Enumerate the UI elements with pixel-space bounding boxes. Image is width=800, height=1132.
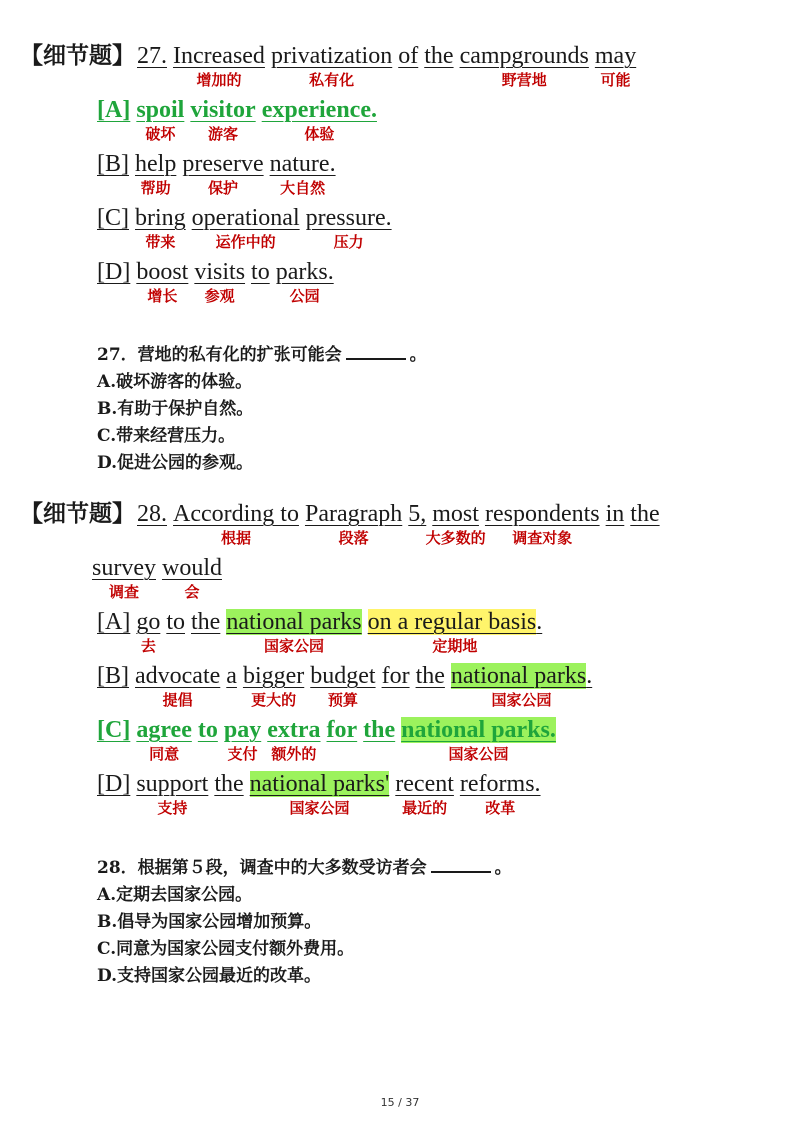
word-text: national parks (450, 663, 587, 689)
gloss-label: 参观 (204, 287, 235, 305)
word (97, 150, 129, 178)
gloss-label: 调查对象 (512, 529, 573, 547)
word-text: According to (173, 501, 299, 527)
gloss-label: 公园 (289, 287, 320, 305)
q28-cn-option-c: C.同意为国家公园支付额外费用。 (97, 939, 355, 959)
word-text: visitor (190, 97, 256, 123)
q28-option-a (97, 608, 548, 655)
word (367, 608, 543, 655)
word-text: nature. (269, 151, 336, 177)
q27-option-c (97, 204, 398, 251)
word-text: bigger (242, 663, 305, 689)
word-text: recent (395, 771, 454, 797)
word-text: visits (194, 259, 246, 285)
word-text: would (161, 555, 222, 581)
q28-cn-option-d: D.支持国家公园最近的改革。 (97, 966, 322, 986)
gloss-label: 大多数的 (425, 529, 486, 547)
word (214, 770, 243, 798)
word-text: privatization (270, 43, 393, 69)
word-text: [B] (97, 151, 129, 177)
word-text: 27. (137, 43, 167, 69)
word (166, 608, 185, 636)
word (198, 716, 218, 744)
word-punct: . (536, 609, 543, 635)
word-text: advocate (135, 663, 221, 689)
gloss-label: 段落 (338, 529, 369, 547)
word-text: [D] (97, 259, 131, 285)
word (606, 500, 625, 528)
gloss-label: 压力 (333, 233, 364, 251)
q28-option-c (97, 716, 562, 763)
word-text: [D] (97, 771, 131, 797)
gloss-label: 额外的 (271, 745, 317, 763)
word (304, 500, 403, 547)
word-text: to (166, 609, 185, 635)
gloss-label: 国家公园 (491, 691, 552, 709)
word (173, 500, 299, 547)
gloss-label: 带来 (145, 233, 176, 251)
word (97, 608, 130, 636)
word (269, 150, 336, 197)
q27-cn-question: 27．营地的私有化的扩张可能会 。 (97, 342, 427, 367)
q28-stem-line2 (92, 554, 228, 601)
q28-option-d (97, 770, 547, 817)
word (484, 500, 600, 547)
gloss-label: 破坏 (145, 125, 176, 143)
gloss-label: 同意 (149, 745, 180, 763)
word (97, 770, 130, 798)
gloss-label: 可能 (600, 71, 631, 89)
word-text: the (415, 663, 445, 689)
word-text: Paragraph (304, 501, 403, 527)
word (161, 554, 222, 601)
gloss-label: 预算 (327, 691, 358, 709)
word (408, 500, 426, 528)
word (267, 716, 321, 763)
gloss-label: 帮助 (140, 179, 171, 197)
word-text: reforms. (459, 771, 541, 797)
word (450, 662, 593, 709)
word (135, 204, 186, 251)
word (97, 258, 130, 286)
word-text: 28. (137, 501, 167, 527)
gloss-label: 支付 (227, 745, 258, 763)
word (135, 662, 221, 709)
word-text: 5, (408, 501, 427, 527)
word (382, 662, 410, 690)
word-text: go (136, 609, 161, 635)
word-text: on a regular basis (367, 609, 537, 635)
word (401, 716, 556, 763)
word (97, 204, 129, 232)
q27-cn-option-d: D.促进公园的参观。 (97, 453, 254, 473)
word-text: for (326, 717, 358, 743)
word-text: national parks' (249, 771, 390, 797)
word-text: the (630, 501, 660, 527)
word (136, 258, 189, 305)
word-text: campgrounds (459, 43, 589, 69)
word (190, 96, 256, 143)
gloss-label: 会 (184, 583, 200, 601)
gloss-label: 提倡 (162, 691, 193, 709)
gloss-label: 支持 (157, 799, 188, 817)
gloss-label: 增长 (147, 287, 178, 305)
word (136, 716, 192, 763)
gloss-label: 游客 (208, 125, 239, 143)
q28-cn-option-a: A.定期去国家公园。 (97, 885, 253, 905)
word (194, 258, 246, 305)
word-text: of (398, 43, 419, 69)
gloss-label: 定期地 (432, 637, 478, 655)
gloss-label: 根据 (220, 529, 251, 547)
word (136, 96, 185, 143)
word (310, 662, 376, 709)
word (97, 96, 130, 124)
word-text: pressure. (305, 205, 392, 231)
word (191, 204, 300, 251)
word (135, 150, 177, 197)
word (242, 662, 305, 709)
word-text: parks. (275, 259, 334, 285)
word (137, 42, 167, 70)
word-text: [C] (97, 205, 129, 231)
q27-cn-option-b: B.有助于保护自然。 (97, 399, 254, 419)
gloss-label: 大自然 (280, 179, 326, 197)
word-text: national parks. (401, 717, 556, 743)
word (136, 770, 209, 817)
gloss-label: 保护 (207, 179, 238, 197)
q27-cn-option-c: C.带来经营压力。 (97, 426, 236, 446)
gloss-label: 增加的 (196, 71, 242, 89)
gloss-label: 调查 (108, 583, 139, 601)
word-text: to (197, 717, 218, 743)
word-punct: . (586, 663, 593, 689)
word (97, 716, 130, 744)
word (251, 258, 270, 286)
word-text: the (424, 43, 454, 69)
word-text: respondents (484, 501, 600, 527)
word (459, 770, 541, 817)
word-text: boost (136, 259, 189, 285)
q27-option-b (97, 150, 342, 197)
word (425, 500, 486, 547)
q28-option-b (97, 662, 598, 709)
word (305, 204, 392, 251)
gloss-label: 更大的 (251, 691, 297, 709)
word-text: to (251, 259, 270, 285)
gloss-label: 野营地 (501, 71, 547, 89)
word (226, 662, 237, 690)
word (275, 258, 334, 305)
word (97, 662, 129, 690)
word (398, 42, 418, 70)
word-text: pay (223, 717, 262, 743)
word-text: support (136, 771, 209, 797)
word-text: may (594, 43, 637, 69)
word-text: the (191, 609, 221, 635)
gloss-label: 国家公园 (263, 637, 324, 655)
word-text: Increased (173, 43, 265, 69)
gloss-label: 国家公园 (448, 745, 509, 763)
q28-stem-line1 (20, 500, 666, 547)
word-text: [B] (97, 663, 129, 689)
gloss-label: 最近的 (402, 799, 448, 817)
word-text: bring (135, 205, 186, 231)
word (459, 42, 589, 89)
word (191, 608, 220, 636)
answer-blank (431, 855, 491, 873)
word-text: operational (191, 205, 300, 231)
word-text: preserve (182, 151, 264, 177)
q27-option-d (97, 258, 340, 305)
word (137, 500, 167, 528)
word-text: [C] (97, 717, 131, 743)
q28-tag: 【细节题】 (20, 501, 135, 527)
word-text: survey (92, 555, 156, 581)
answer-blank (346, 342, 406, 360)
word (416, 662, 445, 690)
word-text: for (381, 663, 410, 689)
q27-stem (20, 42, 642, 89)
gloss-label: 私有化 (309, 71, 355, 89)
word (363, 716, 395, 744)
gloss-label: 去 (140, 637, 156, 655)
word-text: extra (267, 717, 321, 743)
q27-cn-option-a: A.破坏游客的体验。 (97, 372, 253, 392)
word (424, 42, 453, 70)
word (92, 554, 156, 601)
word (630, 500, 659, 528)
word-text: the (363, 717, 396, 743)
word-text: a (226, 663, 237, 689)
gloss-label: 体验 (304, 125, 335, 143)
q28-cn-option-b: B.倡导为国家公园增加预算。 (97, 912, 322, 932)
word (594, 42, 637, 89)
word-text: experience. (261, 97, 377, 123)
word (249, 770, 390, 817)
word-text: budget (310, 663, 376, 689)
word (182, 150, 264, 197)
word-text: in (605, 501, 625, 527)
word (226, 608, 362, 655)
gloss-label: 运作中的 (215, 233, 276, 251)
gloss-label: 国家公园 (289, 799, 350, 817)
word-text: national parks (226, 609, 362, 635)
gloss-label: 改革 (485, 799, 516, 817)
word (327, 716, 358, 744)
word (223, 716, 262, 763)
word (261, 96, 377, 143)
word (136, 608, 161, 655)
word-text: [A] (97, 97, 131, 123)
page-number: 15 / 37 (380, 1096, 420, 1109)
q27-tag: 【细节题】 (20, 43, 135, 69)
word-text: spoil (136, 97, 185, 123)
word-text: most (432, 501, 479, 527)
word (173, 42, 265, 89)
word-text: [A] (97, 609, 131, 635)
word-text: agree (136, 717, 192, 743)
word (270, 42, 393, 89)
word (395, 770, 454, 817)
word-text: the (214, 771, 244, 797)
q28-cn-question: 28．根据第５段，调查中的大多数受访者会 。 (97, 855, 512, 880)
word-text: help (135, 151, 177, 177)
q27-option-a (97, 96, 383, 143)
